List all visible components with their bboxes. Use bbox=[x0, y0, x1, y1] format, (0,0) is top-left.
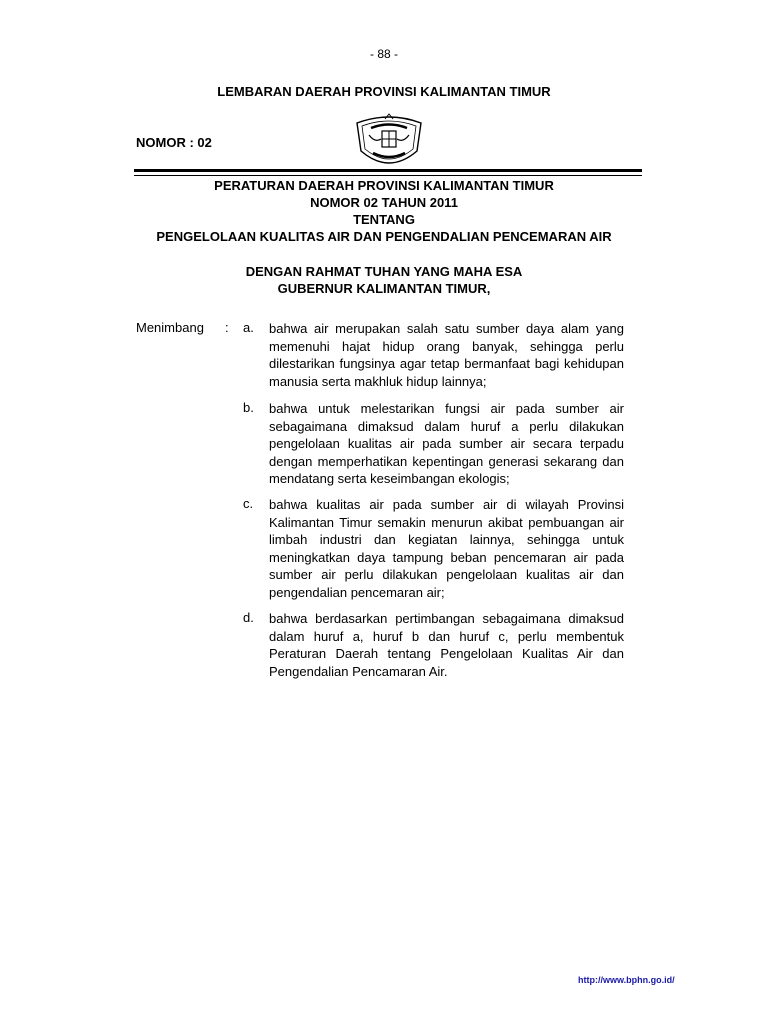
footer-link[interactable]: http://www.bphn.go.id/ bbox=[578, 975, 675, 985]
item-text: bahwa kualitas air pada sumber air di wilayah Provinsi Kalimantan Timur semakin menurun akibat pembuangan air limbah industri dan kegiatan lainnya, sehingga untuk meningkatkan daya tampung beban pencemaran air pada sumber air perlu dilakukan pengelolaan kualitas air dan pengendalian pencemaran air; bbox=[269, 497, 624, 600]
heading-line: DENGAN RAHMAT TUHAN YANG MAHA ESA bbox=[245, 264, 523, 279]
item-text: bahwa berdasarkan pertimbangan sebagaimana dimaksud dalam huruf a, huruf b dan huruf c, perlu membentuk Peraturan Daerah tentang Pengelolaan Kualitas Air dan Pengendalian Pencamaran Air. bbox=[269, 611, 624, 679]
heading-line: NOMOR 02 TAHUN 2011 bbox=[310, 195, 458, 210]
nomor-label: NOMOR : 02 bbox=[136, 135, 212, 150]
item-letter: d. bbox=[243, 610, 254, 625]
menimbang-colon: : bbox=[225, 320, 229, 335]
menimbang-label: Menimbang bbox=[136, 320, 204, 335]
item-text: bahwa untuk melestarikan fungsi air pada sumber air sebagaimana dimaksud dalam huruf a perlu dilakukan pengelolaan kualitas air pada sumber air secara terpadu dengan memperhatikan kepentingan generasi sekarang dan mendatang serta keseimbangan ekologis; bbox=[269, 401, 624, 486]
heading-line: PERATURAN DAERAH PROVINSI KALIMANTAN TIMUR bbox=[214, 178, 554, 193]
header-rule-thin bbox=[134, 175, 642, 176]
heading-line: PENGELOLAAN KUALITAS AIR DAN PENGENDALIAN PENCEMARAN AIR bbox=[156, 229, 612, 244]
header-rule-thick bbox=[134, 169, 642, 172]
item-letter: c. bbox=[243, 496, 254, 511]
item-text: bahwa air merupakan salah satu sumber daya alam yang memenuhi hajat hidup orang banyak, sehingga perlu dilestarikan fungsinya agar tetap bermanfaat bagi kehidupan manusia serta makhluk hidup lainnya; bbox=[269, 321, 624, 389]
item-letter: a. bbox=[243, 320, 254, 335]
item-letter: b. bbox=[243, 400, 254, 415]
preamble-heading bbox=[0, 263, 768, 297]
heading-line: GUBERNUR KALIMANTAN TIMUR, bbox=[277, 281, 491, 296]
gazette-title: LEMBARAN DAERAH PROVINSI KALIMANTAN TIMUR bbox=[217, 84, 551, 99]
regulation-heading bbox=[0, 177, 768, 245]
provincial-emblem-icon bbox=[351, 113, 427, 171]
heading-line: TENTANG bbox=[353, 212, 415, 227]
page-number: - 88 - bbox=[369, 47, 398, 61]
